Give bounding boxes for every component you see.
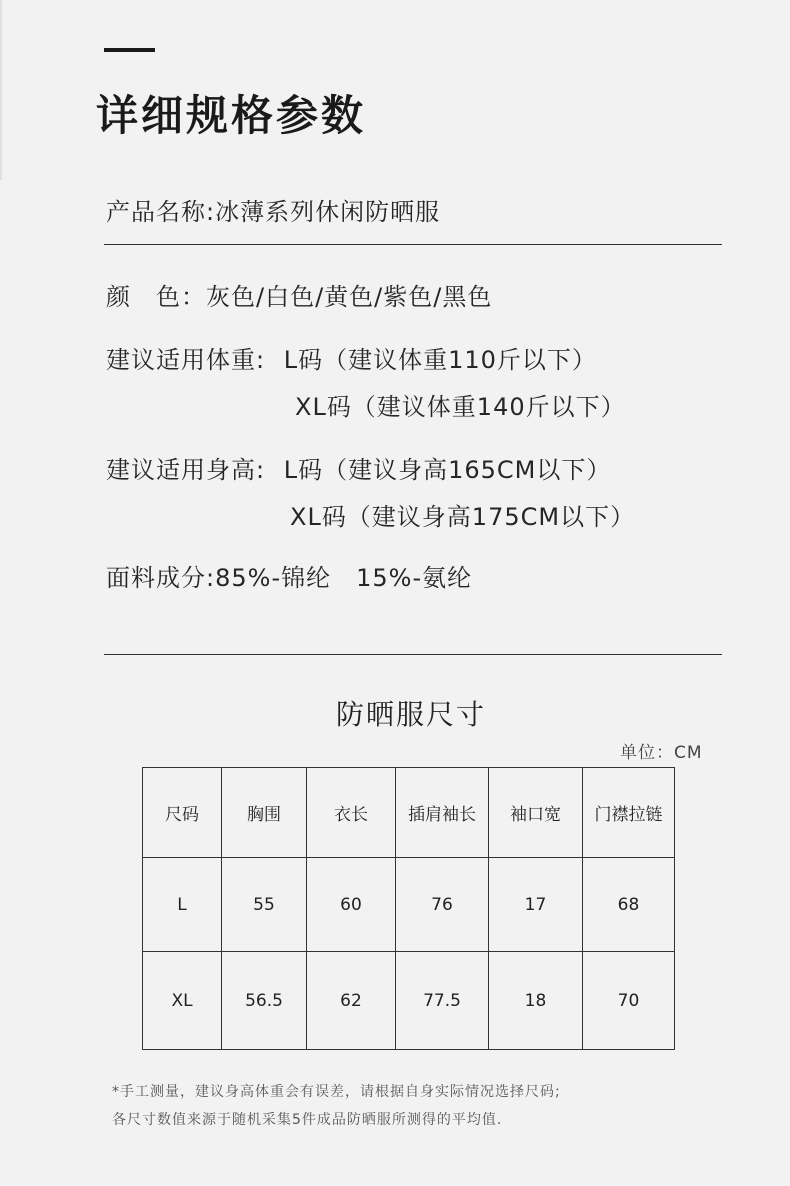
spec-weight-l: L码（建议体重110斤以下） xyxy=(283,346,597,374)
product-name-label: 产品名称: xyxy=(106,198,216,226)
size-chart-title: 防晒服尺寸 xyxy=(335,698,486,731)
spec-height-xl: XL码（建议身高175CM以下） xyxy=(290,503,636,531)
header-length: 衣长 xyxy=(307,768,396,858)
title-accent-bar xyxy=(104,48,155,52)
spec-height-l: L码（建议身高165CM以下） xyxy=(283,456,612,484)
cell-zipper: 70 xyxy=(583,952,675,1050)
header-zipper: 门襟拉链 xyxy=(583,768,675,858)
header-cuff: 袖口宽 xyxy=(489,768,583,858)
spec-fabric-value: 85%-锦纶 15%-氨纶 xyxy=(215,564,473,592)
spec-weight xyxy=(106,340,597,375)
cell-zipper: 68 xyxy=(583,858,675,952)
divider-bottom xyxy=(104,654,722,655)
footnote-measure: *手工测量，建议身高体重会有误差，请根据自身实际情况选择尺码; xyxy=(112,1084,561,1100)
spec-height xyxy=(106,450,611,485)
product-name-value: 冰薄系列休闲防晒服 xyxy=(215,198,441,226)
size-chart-unit: 单位：CM xyxy=(620,743,703,763)
table-header-row xyxy=(143,768,675,858)
spec-color-label: 颜 色： xyxy=(106,283,206,311)
footnote-average: 各尺寸数值来源于随机采集5件成品防晒服所测得的平均值. xyxy=(112,1112,503,1128)
size-table xyxy=(142,767,675,1050)
cell-chest: 55 xyxy=(222,858,307,952)
page-title: 详细规格参数 xyxy=(96,91,367,140)
header-chest: 胸围 xyxy=(222,768,307,858)
divider-top xyxy=(104,244,722,245)
product-name xyxy=(106,192,440,227)
cell-cuff: 17 xyxy=(489,858,583,952)
cell-length: 62 xyxy=(307,952,396,1050)
spec-fabric-label: 面料成分: xyxy=(106,564,216,592)
header-size: 尺码 xyxy=(143,768,222,858)
cell-sleeve: 76 xyxy=(396,858,489,952)
spec-weight-xl: XL码（建议体重140斤以下） xyxy=(295,393,626,421)
table-row xyxy=(143,858,675,952)
cell-size: XL xyxy=(143,952,222,1050)
cell-size: L xyxy=(143,858,222,952)
spec-weight-label: 建议适用体重: xyxy=(106,346,266,374)
cell-chest: 56.5 xyxy=(222,952,307,1050)
cell-length: 60 xyxy=(307,858,396,952)
cell-sleeve: 77.5 xyxy=(396,952,489,1050)
header-sleeve: 插肩袖长 xyxy=(396,768,489,858)
spec-fabric xyxy=(106,558,472,593)
spec-color xyxy=(106,277,492,312)
spec-height-label: 建议适用身高: xyxy=(106,456,266,484)
cell-cuff: 18 xyxy=(489,952,583,1050)
table-row xyxy=(143,952,675,1050)
page-edge xyxy=(0,0,2,180)
spec-color-value: 灰色/白色/黄色/紫色/黑色 xyxy=(206,283,493,311)
